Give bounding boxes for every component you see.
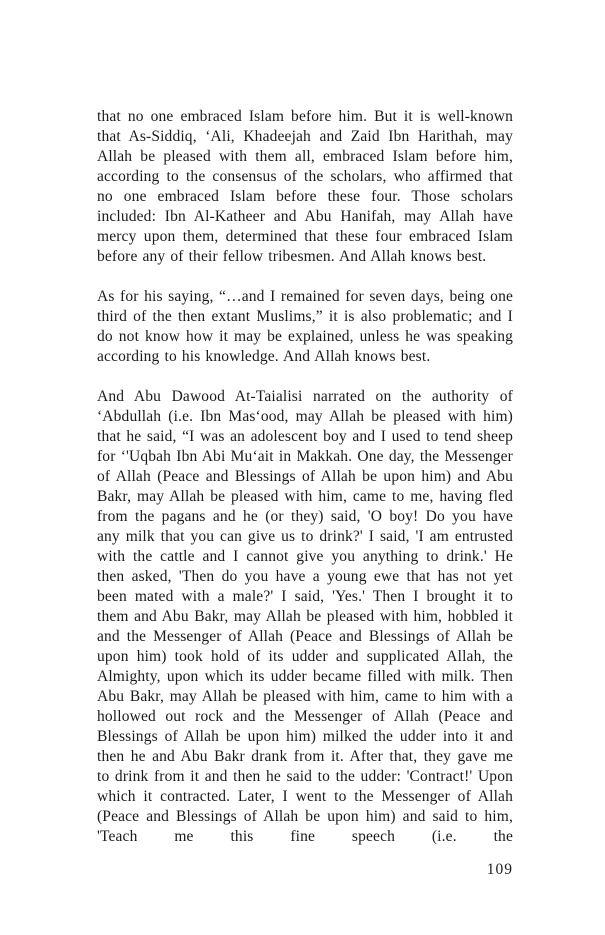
- paragraph-3: And Abu Dawood At-Taialisi narrated on the authority of ‘Abdullah (i.e. Ibn Mas‘ood, may Allah be pleased with him) that he said, “I was an adolescent boy and I used to tend sheep for ‘'Uqbah Ibn Abi Mu‘ait in Makkah. One day, the Messenger of Allah (Peace and Blessings of Allah be upon him) and Abu Bakr, may Allah be pleased with him, came to me, having fled from the pagans and he (or they) said, 'O boy! Do you have any milk that you can give us to drink?' I said, 'I am entrusted with the cattle and I cannot give you anything to drink.' He then asked, 'Then do you have a young ewe that has not yet been mated with a male?' I said, 'Yes.' Then I brought it to them and Abu Bakr, may Allah be pleased with him, hobbled it and the Messenger of Allah (Peace and Blessings of Allah be upon him) took hold of its udder and supplicated Allah, the Almighty, upon which its udder became filled with milk. Then Abu Bakr, may Allah be pleased with him, came to him with a hollowed out rock and the Messenger of Allah (Peace and Blessings of Allah be upon him) milked the udder into it and then he and Abu Bakr drank from it. After that, they gave me to drink from it and then he said to the udder: 'Contract!' Upon which it contracted. Later, I went to the Messenger of Allah (Peace and Blessings of Allah be upon him) and said to him, 'Teach me this fine speech (i.e. the: [97, 388, 513, 845]
- paragraph-2: As for his saying, “…and I remained for seven days, being one third of the then extant Muslims,” it is also problematic; and I do not know how it may be explained, unless he was speaking according to his knowledge. And Allah knows best.: [97, 288, 513, 365]
- text-block: [97, 107, 513, 847]
- page-number: 109: [486, 861, 513, 878]
- paragraph-1: that no one embraced Islam before him. But it is well-known that As-Siddiq, ‘Ali, Khadeejah and Zaid Ibn Harithah, may Allah be pleased with them all, embraced Islam before him, according to the consensus of the scholars, who affirmed that no one embraced Islam before these four. Those scholars included: Ibn Al-Katheer and Abu Hanifah, may Allah have mercy upon them, determined that these four embraced Islam before any of their fellow tribesmen. And Allah knows best.: [97, 108, 513, 265]
